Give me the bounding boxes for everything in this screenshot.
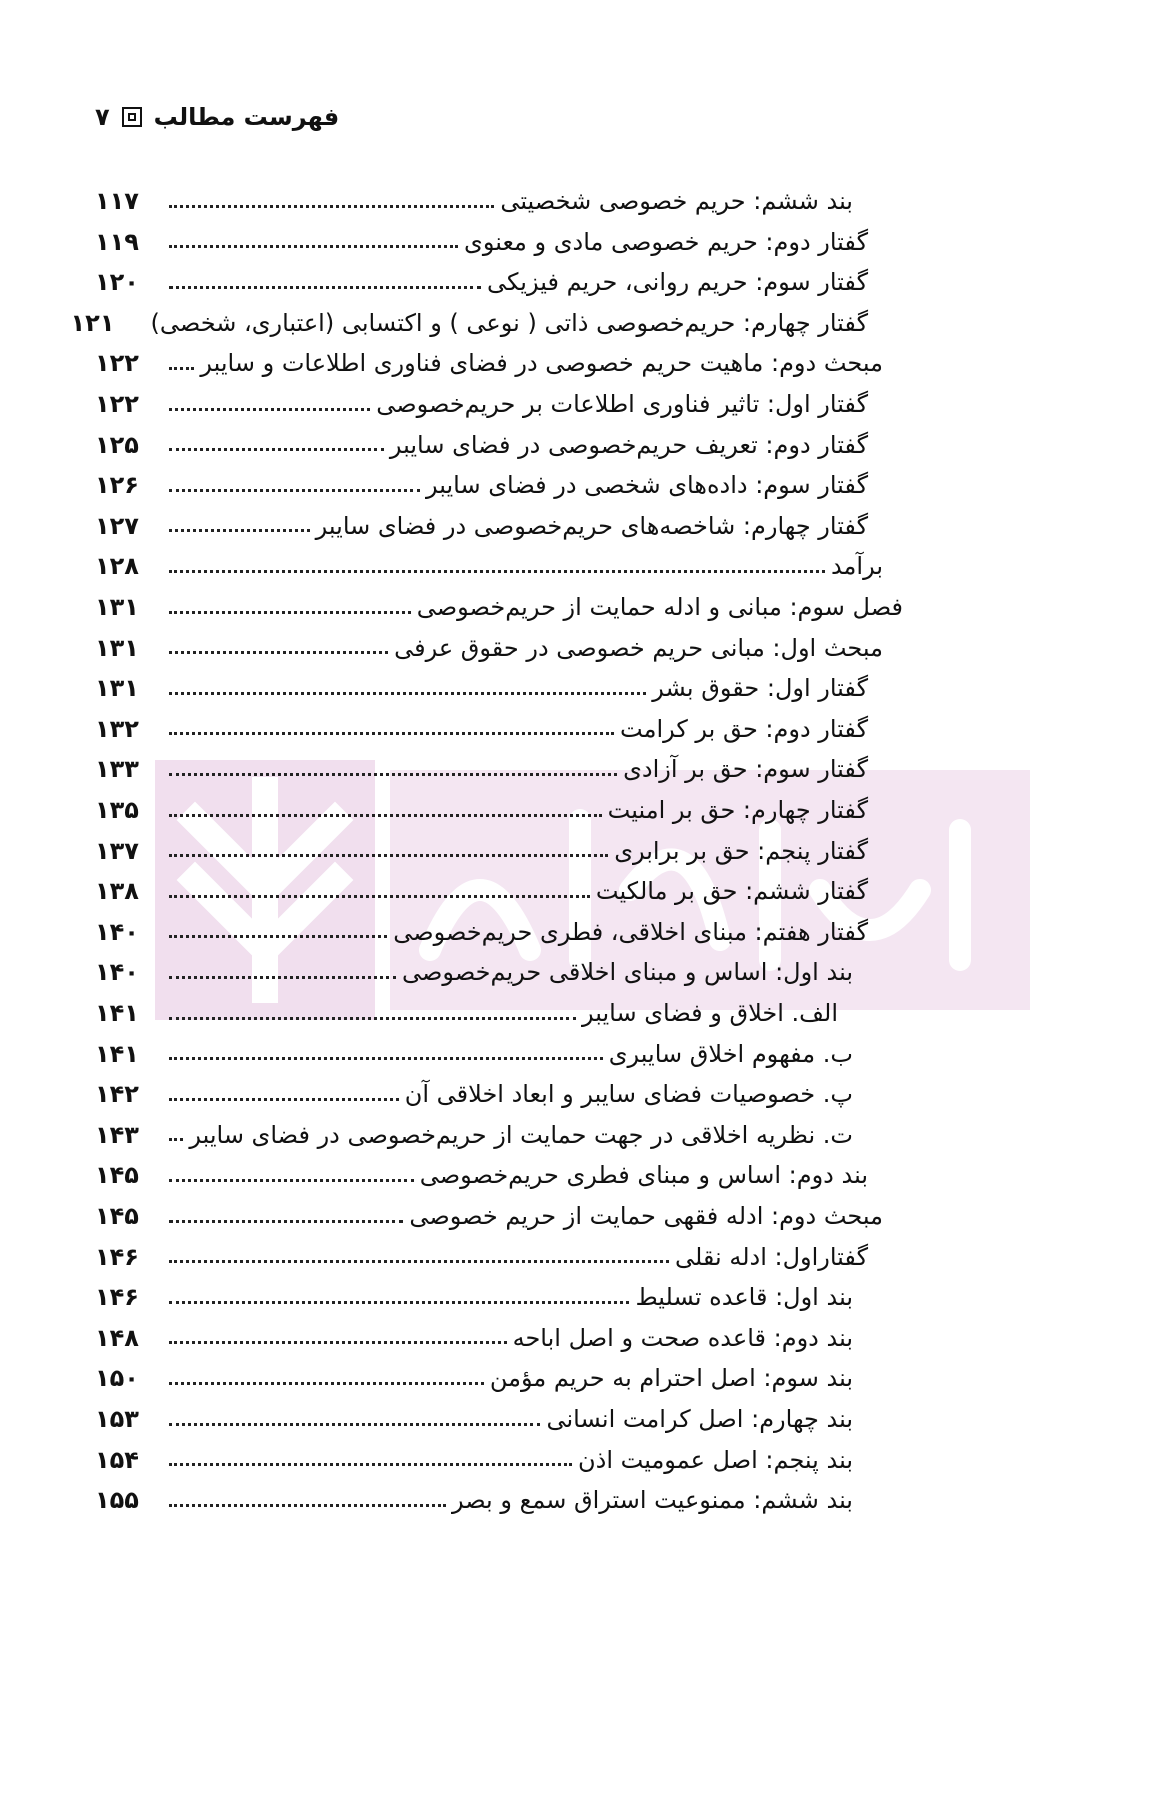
toc-row xyxy=(0,178,1173,224)
toc-entry-title: بند دوم: قاعده صحت و اصل اباحه xyxy=(512,1323,853,1352)
toc-entry-title: بند پنجم: اصل عمومیت اذن xyxy=(578,1445,853,1474)
toc-row xyxy=(0,1477,1173,1523)
toc-entry-title: برآمد xyxy=(830,552,883,581)
toc-page-number: ۱۲۵ xyxy=(95,430,139,459)
toc-page-number: ۱۳۱ xyxy=(95,633,139,662)
toc-entry-title: فصل سوم: مبانی و ادله حمایت از حریم‌خصوصی xyxy=(416,593,903,621)
toc-row xyxy=(0,543,1173,589)
toc-page-number: ۱۴۵ xyxy=(95,1161,139,1190)
toc-entry-title: گفتار دوم: حریم خصوصی مادی و معنوی xyxy=(464,227,868,256)
toc-row xyxy=(0,787,1173,833)
toc-page-number: ۱۳۳ xyxy=(95,755,139,784)
toc-page-number: ۱۴۰ xyxy=(95,917,139,946)
toc-page-number: ۱۱۹ xyxy=(95,227,139,256)
toc-page-number: ۱۵۴ xyxy=(95,1445,139,1474)
toc-entry-title: بند ششم: حریم خصوصی شخصیتی xyxy=(500,187,853,215)
dot-leader xyxy=(169,489,420,492)
toc-row xyxy=(0,462,1173,508)
dot-leader xyxy=(169,651,388,654)
dot-leader xyxy=(169,1098,399,1101)
dot-leader xyxy=(169,1463,572,1466)
toc-row xyxy=(0,219,1173,265)
toc-entry-title: گفتار ششم: حق بر مالکیت xyxy=(595,877,868,906)
toc-row xyxy=(0,422,1173,468)
toc-row xyxy=(0,340,1173,386)
dot-leader xyxy=(169,854,608,857)
toc-page-number: ۱۲۷ xyxy=(95,511,139,540)
dot-leader xyxy=(169,529,310,532)
toc-entry-title: گفتار دوم: حق بر کرامت xyxy=(620,714,868,743)
toc-page-number: ۱۳۷ xyxy=(95,836,139,865)
toc-entry-title: گفتار اول: تاثیر فناوری اطلاعات بر حریم‌خصوصی xyxy=(376,390,868,418)
dot-leader xyxy=(169,570,825,573)
toc-page-number: ۱۴۰ xyxy=(95,958,139,987)
toc-entry-title: بند ششم: ممنوعیت استراق سمع و بصر xyxy=(451,1486,853,1515)
toc-entry-title: بند چهارم: اصل کرامت انسانی xyxy=(546,1405,853,1433)
toc-entry-title: ت. نظریه اخلاقی در جهت حمایت از حریم‌خصوصی در فضای سایبر xyxy=(189,1120,853,1149)
toc-entry-title: گفتاراول: ادله نقلی xyxy=(674,1242,868,1271)
toc-page-number: ۱۵۵ xyxy=(95,1486,139,1515)
toc-row xyxy=(0,1355,1173,1401)
toc-entry-title: مبحث اول: مبانی حریم خصوصی در حقوق عرفی xyxy=(394,633,883,662)
framed-square-icon xyxy=(122,107,142,127)
toc-page-number: ۱۲۱ xyxy=(70,308,115,337)
toc-page-number: ۱۵۰ xyxy=(95,1364,139,1393)
toc-page-number: ۱۳۸ xyxy=(95,877,139,906)
toc-page-number: ۱۲۸ xyxy=(95,552,139,581)
toc-page-number: ۱۵۳ xyxy=(95,1405,139,1433)
toc-entry-title: گفتار چهارم: حریم‌خصوصی ذاتی ( نوعی ) و اکتسابی (اعتباری، شخصی) xyxy=(150,308,868,337)
dot-leader xyxy=(169,1301,629,1304)
running-header xyxy=(95,103,339,131)
toc-entry-title: گفتار پنجم: حق بر برابری xyxy=(614,836,868,865)
toc-entry-title: الف. اخلاق و فضای سایبر xyxy=(582,999,838,1027)
dot-leader xyxy=(169,1423,540,1426)
dot-leader xyxy=(169,773,617,776)
toc-entry-title: بند اول: قاعده تسلیط xyxy=(635,1283,853,1312)
toc-row xyxy=(0,1112,1173,1158)
toc-page-number: ۱۲۲ xyxy=(95,390,139,418)
toc-row xyxy=(0,300,1173,346)
toc-entry-title: گفتار چهارم: حق بر امنیت xyxy=(607,796,868,824)
dot-leader xyxy=(169,1382,484,1385)
toc-entry-title: گفتار سوم: حریم روانی، حریم فیزیکی xyxy=(487,268,868,297)
toc-row xyxy=(0,1193,1173,1239)
dot-leader xyxy=(169,895,590,898)
dot-leader xyxy=(169,732,614,735)
toc-entry-title: مبحث دوم: ادله فقهی حمایت از حریم خصوصی xyxy=(409,1202,883,1230)
dot-leader xyxy=(169,1017,576,1020)
toc-row xyxy=(0,1031,1173,1077)
toc-entry-title: ب. مفهوم اخلاق سایبری xyxy=(608,1039,853,1068)
toc-row xyxy=(0,828,1173,874)
dot-leader xyxy=(169,448,384,451)
toc-row xyxy=(0,259,1173,305)
toc-page-number: ۱۴۵ xyxy=(95,1202,139,1230)
toc-row xyxy=(0,909,1173,955)
toc-row xyxy=(0,1274,1173,1320)
toc-page-number: ۱۳۲ xyxy=(95,714,139,743)
dot-leader xyxy=(169,611,411,614)
toc-entry-title: بند اول: اساس و مبنای اخلاقی حریم‌خصوصی xyxy=(402,958,853,987)
toc-row xyxy=(0,381,1173,427)
toc-row xyxy=(0,868,1173,914)
toc-entry-title: گفتار هفتم: مبنای اخلاقی، فطری حریم‌خصوصی xyxy=(393,917,868,946)
toc-page-number: ۱۳۱ xyxy=(95,674,139,703)
toc-row xyxy=(0,584,1173,630)
toc-row xyxy=(0,665,1173,711)
dot-leader xyxy=(169,935,387,938)
toc-row xyxy=(0,990,1173,1036)
toc-entry-title: گفتار سوم: حق بر آزادی xyxy=(623,755,868,784)
toc-row xyxy=(0,949,1173,995)
toc-row xyxy=(0,503,1173,549)
toc-row xyxy=(0,706,1173,752)
page-number: ۷ xyxy=(95,103,110,131)
toc-row xyxy=(0,1152,1173,1198)
dot-leader xyxy=(169,286,481,289)
toc-entry-title: گفتار سوم: داده‌های شخصی در فضای سایبر xyxy=(426,471,868,500)
toc-row xyxy=(0,1396,1173,1442)
toc-row xyxy=(0,1315,1173,1361)
toc-entry-title: گفتار اول: حقوق بشر xyxy=(652,674,868,703)
toc-entry-title: مبحث دوم: ماهیت حریم خصوصی در فضای فناوری اطلاعات و سایبر xyxy=(200,349,883,378)
toc-page-number: ۱۴۱ xyxy=(95,999,139,1027)
toc-row xyxy=(0,625,1173,671)
page-title: فهرست مطالب xyxy=(153,103,340,131)
toc-row xyxy=(0,1234,1173,1280)
dot-leader xyxy=(169,245,458,248)
toc-page-number: ۱۴۶ xyxy=(95,1242,139,1271)
toc-entry-title: پ. خصوصیات فضای سایبر و ابعاد اخلاقی آن xyxy=(404,1080,853,1109)
toc-page-number: ۱۲۰ xyxy=(95,268,139,297)
toc-page-number: ۱۳۱ xyxy=(95,593,139,621)
toc-page-number: ۱۴۱ xyxy=(95,1039,139,1068)
dot-leader xyxy=(169,976,396,979)
toc-page-number: ۱۲۲ xyxy=(95,349,139,378)
toc-page-number: ۱۴۲ xyxy=(95,1080,139,1109)
toc-row xyxy=(0,1071,1173,1117)
dot-leader xyxy=(169,1057,603,1060)
dot-leader xyxy=(169,1220,403,1223)
dot-leader xyxy=(169,367,194,370)
toc-page-number: ۱۱۷ xyxy=(95,187,139,215)
dot-leader xyxy=(169,692,646,695)
dot-leader xyxy=(169,1179,414,1182)
toc-entry-title: گفتار چهارم: شاخصه‌های حریم‌خصوصی در فضای سایبر xyxy=(315,511,868,540)
toc-page-number: ۱۴۸ xyxy=(95,1323,139,1352)
toc-entry-title: بند سوم: اصل احترام به حریم مؤمن xyxy=(489,1364,853,1393)
dot-leader xyxy=(169,408,370,411)
toc-page-number: ۱۳۵ xyxy=(95,796,139,824)
dot-leader xyxy=(169,1260,669,1263)
toc-page-number: ۱۴۶ xyxy=(95,1283,139,1312)
dot-leader xyxy=(169,205,494,208)
dot-leader xyxy=(169,1341,507,1344)
toc-page-number: ۱۲۶ xyxy=(95,471,139,500)
toc-entry-title: بند دوم: اساس و مبنای فطری حریم‌خصوصی xyxy=(419,1161,868,1190)
toc-row xyxy=(0,746,1173,792)
dot-leader xyxy=(169,1138,183,1141)
toc-page-number: ۱۴۳ xyxy=(95,1120,139,1149)
toc-entry-title: گفتار دوم: تعریف حریم‌خصوصی در فضای سایبر xyxy=(389,430,868,459)
toc-row xyxy=(0,1437,1173,1483)
dot-leader xyxy=(169,1504,446,1507)
dot-leader xyxy=(169,814,602,817)
